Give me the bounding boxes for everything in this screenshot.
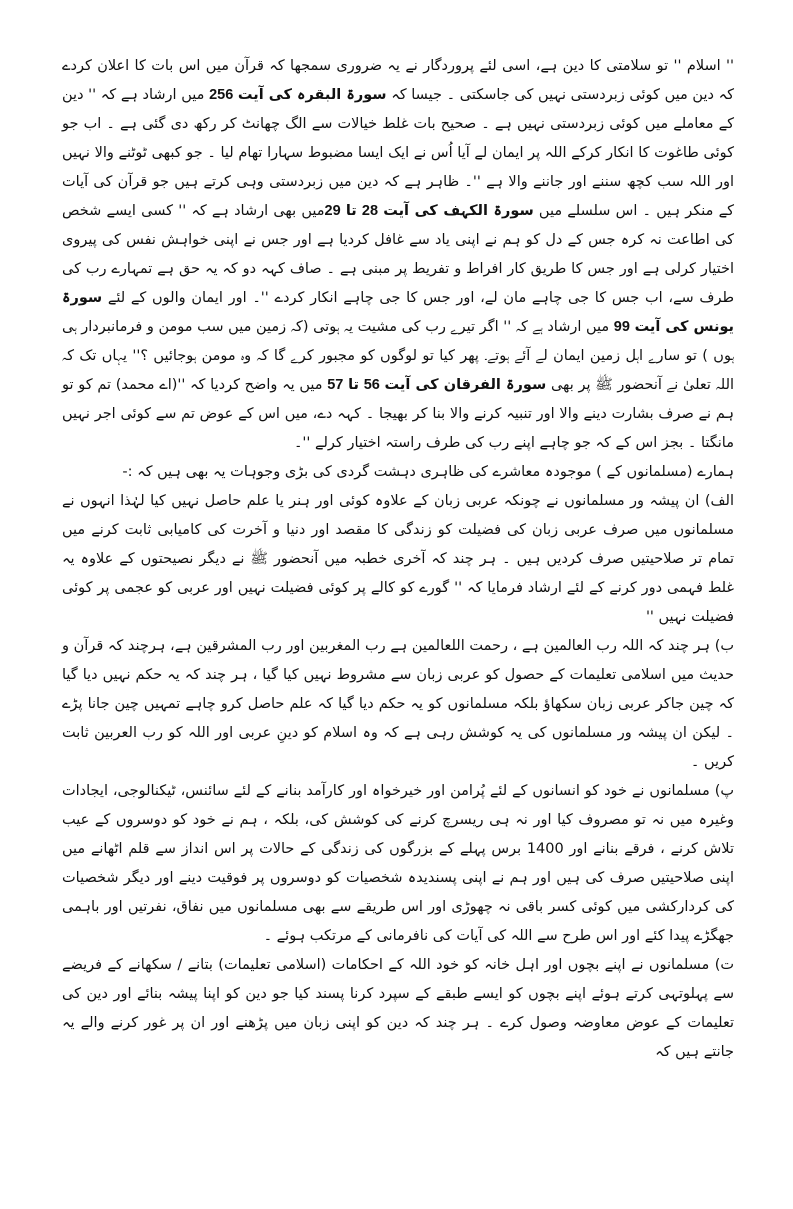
paragraph-causes-intro <box>62 458 734 487</box>
verse-number: 256 <box>209 87 234 103</box>
surah-reference: سورۃ یونس کی آیت <box>62 290 735 335</box>
paragraph-bay <box>62 632 734 777</box>
surah-reference: سورۃ الفرقان کی آیت <box>384 377 547 393</box>
text-run: '' اسلام '' تو سلامتی کا دین ہے، اسی لئے پروردگار نے یہ ضروری سمجھا کہ قرآن میں اس بات کا اعلان کردے کہ دین میں کوئی زبردستی نہیں کی جاسکتی ۔ جیسا کہ <box>62 58 734 103</box>
surah-reference: سورۃ البقرہ کی آیت <box>237 87 387 103</box>
text-run: میں بھی ارشاد ہے کہ '' کسی ایسے شخص کی اطاعت نہ کرہ جس کے دل کو ہم نے اپنی یاد سے غافل کردیا ہے اور جس نے اپنی خواہش نفس کی پیروی اختیار کرلی ہے اور جس کا طریق کار افراط و تفریط پر مبنی ہے ۔ صاف کہہ دو کہ یہ حق ہے تمہارے رب کی طرف سے، اب جس کا جی چاہے مان لے، اور جس کا جی چاہے انکار کردے ''۔ اور ایمان والوں کے لئے <box>62 203 734 306</box>
text-run: میں یہ واضح کردیا کہ ''(اے محمد) تم کو تو ہم نے صرف بشارت دینے والا اور تنبیہ کرنے والا بنا کر بھیجا ۔ کہہ دے، میں اس کے عوض تم سے کوئی اجر نہیں مانگتا ۔ بجز اس کے کہ جو چاہے اپنے رب کی طرف راستہ اختیار کرلے ''۔ <box>62 377 734 451</box>
text-run: الف) ان پیشہ ور مسلمانوں نے چونکہ عربی زبان کے علاوہ کوئی اور ہنر یا علم حاصل نہیں کیا لہٰذا انہوں نے مسلمانوں میں صرف عربی زبان کی فضیلت کو زندگی کا مقصد اور دنیا و آخرت کی کامیابی ثابت کرنے میں تمام تر صلاحیتیں صرف کردیں ہیں ۔ ہر چند کہ آخری خطبہ میں آنحضور ﷺ نے دیگر نصیحتوں کے علاوہ یہ غلط فہمی دور کرنے کے لئے ارشاد فرمایا کہ '' گورے کو کالے پر کوئی فضیلت نہیں اور عربی کو عجمی پر کوئی فضیلت نہیں '' <box>62 493 734 625</box>
verse-number: 56 <box>363 377 380 393</box>
text-run: میں ارشاد ہے کہ '' اگر تیرے رب کی مشیت یہ ہوتی (کہ زمین میں سب مومن و فرمانبردار ہی ہوں ) تو سارے اہل زمین ایمان لے آئے ہوتے۔ پھر کیا تو لوگوں کو مجبور کرے گا کہ وہ مومن ہوجائیں ؟'' یہاں تک کہ اللہ تعلیٰ نے آنحضور ﷺ پر بھی <box>62 319 735 393</box>
text-run: ب) ہر چند کہ اللہ رب العالمین ہے ، رحمت اللعالمین ہے رب المغربین اور رب المشرقین ہے، ہرچند کہ قرآن و حدیث میں اسلامی تعلیمات کے حصول کو عربی زبان سے مشروط نہیں کیا گیا ، ہر چند کہ یہ حکم نہیں دیا گیا کہ چین جاکر عربی زبان سکھاؤ بلکہ مسلمانوں کو یہ حکم دیا گیا کہ علم حاصل کرو چاہے تمہیں چین جانا پڑے ۔ لیکن ان پیشہ ور مسلمانوں کی یہ کوشش رہی ہے کہ وہ اسلام کو دینِ عربی اور اللہ کو رب العربین ثابت کریں ۔ <box>62 638 734 770</box>
surah-reference: سورۃ الکہف کی آیت <box>383 203 534 219</box>
surah-reference: تا <box>348 377 359 393</box>
document-page <box>62 52 734 1182</box>
verse-number: 57 <box>327 377 344 393</box>
text-run: پ) مسلمانوں نے خود کو انسانوں کے لئے پُرامن اور خیرخواہ اور کارآمد بنانے کے لئے سائنس، ٹیکنالوجی، ایجادات وغیرہ میں نہ تو مصروف کیا اور نہ ہی ریسرچ کرنے کی کوشش کی، بلکہ ، ہم نے خود کو دوسروں کے عیب تلاش کرنے ، فرقے بنانے اور 1400 برس پہلے کے بزرگوں کی زندگی کے حالات پر اس انداز سے قلم اٹھانے میں اپنی صلاحیتیں صرف کی ہیں اور ہم نے اپنی پسندیدہ شخصیات کو دوسروں پر فوقیت دینے اور دیگر شخصیات کی کردارکشی میں کوئی کسر باقی نہ چھوڑی اور اس طریقے سے بھی مسلمانوں میں نفاق، نفرتیں اور باہمی جھگڑے پیدا کئے اور اس طرح سے اللہ کی آیات کی نافرمانی کے مرتکب ہوئے ۔ <box>62 783 734 944</box>
paragraph-tay <box>62 951 734 1067</box>
verse-number: 99 <box>613 319 630 335</box>
text-run: ت) مسلمانوں نے اپنے بچوں اور اہل خانہ کو خود اللہ کے احکامات (اسلامی تعلیمات) بتانے / سکھانے کے فریضے سے پہلوتہی کرتے ہوئے اپنے بچوں کو ایسے طبقے کے سپرد کرنا پسند کیا جو دین کو اپنا پیشہ بنائے اور دین کی تعلیمات کے عوض معاوضہ وصول کرے ۔ ہر چند کہ دین کو اپنی زبان میں پڑھنے اور ان پر غور کرنے والے یہ جانتے ہیں کہ <box>62 957 734 1060</box>
text-run: ہمارے (مسلمانوں کے ) موجودہ معاشرے کی ظاہری دہشت گردی کی بڑی وجوہات یہ بھی ہیں کہ :- <box>122 464 734 480</box>
surah-reference: تا <box>345 203 357 219</box>
text-run: میں ارشاد ہے کہ '' دین کے معاملے میں کوئی زبردستی نہیں ہے ۔ صحیح بات غلط خیالات سے الگ چھانٹ کر رکھ دی گئی ہے ۔ اب جو کوئی طاغوت کا انکار کرکے اللہ پر ایمان لے آیا اُس نے ایک ایسا مضبوط سہارا تھام لیا ۔ جو کبھی ٹوٹنے والا نہیں اور اللہ سب کچھ سننے اور جاننے والا ہے ''۔ ظاہر ہے کہ دین میں زبردستی وہی کرتے ہیں جو قرآن کی آیات کے منکر ہیں ۔ اس سلسلے میں <box>62 87 735 219</box>
paragraph-pay <box>62 777 734 951</box>
paragraph-islam-religion-of-peace <box>62 52 734 458</box>
verse-number: 29 <box>324 203 341 219</box>
paragraph-alif <box>62 487 734 632</box>
verse-number: 28 <box>361 203 379 219</box>
